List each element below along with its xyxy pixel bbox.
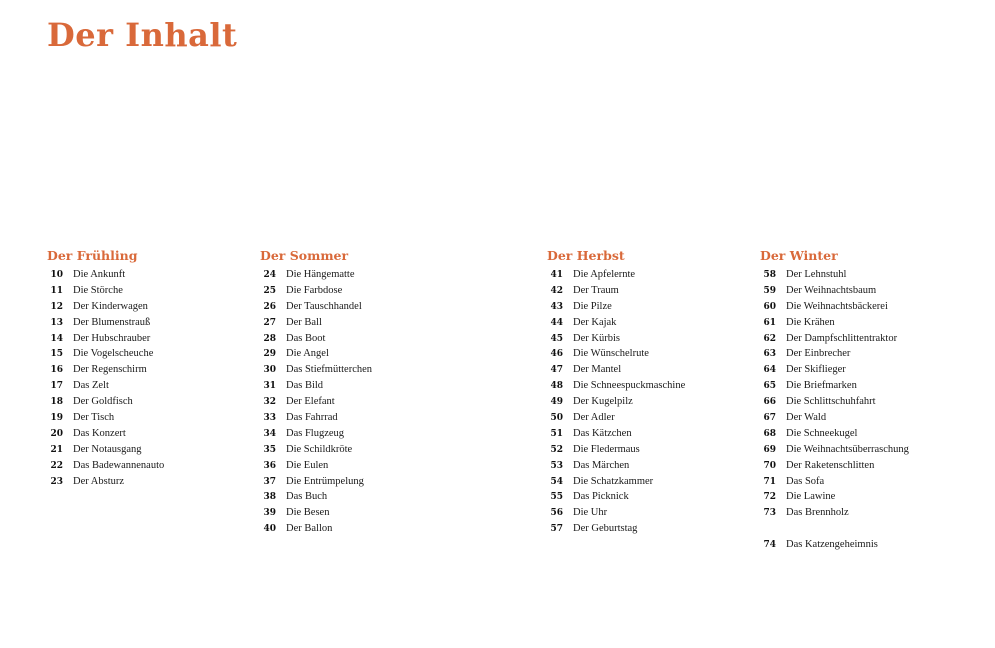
- page-number: 69: [763, 444, 776, 455]
- chapter-title: Die Ankunft: [73, 269, 126, 280]
- page-number: 67: [763, 413, 776, 424]
- chapter-title: Das Kätzchen: [573, 427, 632, 439]
- chapter-title: Das Märchen: [573, 459, 630, 471]
- toc-entry: [547, 331, 685, 347]
- toc-entry: [547, 458, 685, 474]
- toc-entry: [547, 299, 685, 315]
- page-number: 10: [50, 270, 63, 280]
- toc-entry: [760, 426, 909, 442]
- toc-list-sommer: [260, 267, 372, 537]
- toc-entry: [260, 378, 372, 394]
- chapter-title: Die Schneespuckmaschine: [573, 380, 686, 392]
- chapter-title: Der Ballon: [286, 523, 333, 535]
- chapter-title: Das Flugzeug: [286, 427, 345, 439]
- section-winter: [760, 247, 909, 553]
- toc-entry: [547, 315, 685, 331]
- toc-entry: [760, 442, 909, 458]
- chapter-title: Die Entrümpelung: [286, 475, 364, 487]
- chapter-title: Die Wünschelrute: [573, 348, 649, 360]
- page-number: 42: [550, 285, 563, 296]
- chapter-title: Der Notausgang: [73, 443, 142, 455]
- section-title-sommer: Der Sommer: [260, 248, 349, 263]
- page-number: 49: [550, 397, 563, 408]
- toc-entry: [760, 346, 909, 362]
- page-number: 63: [763, 349, 776, 360]
- chapter-title: Die Uhr: [573, 507, 608, 519]
- toc-entry: [260, 267, 372, 283]
- chapter-title: Die Farbdose: [286, 284, 343, 296]
- chapter-title: Der Kinderwagen: [73, 300, 148, 312]
- page-number: 16: [50, 365, 63, 376]
- chapter-title: Die Schatzkammer: [573, 475, 654, 487]
- chapter-title: Das Fahrrad: [286, 412, 338, 424]
- chapter-title: Der Elefant: [286, 396, 335, 408]
- page-number: 29: [263, 349, 276, 360]
- page-number: 46: [550, 349, 563, 360]
- chapter-title: Der Traum: [573, 284, 619, 296]
- chapter-title: Der Kajak: [573, 316, 617, 328]
- toc-list-herbst: [547, 267, 685, 537]
- toc-entry: [760, 378, 909, 394]
- chapter-title: Die Pilze: [573, 300, 612, 312]
- chapter-title: Der Kürbis: [573, 332, 620, 344]
- toc-entry: [260, 283, 372, 299]
- chapter-title: Der Blumenstrauß: [73, 316, 151, 328]
- page-number: 19: [50, 413, 63, 424]
- toc-entry: [47, 315, 164, 331]
- page-number: 73: [763, 508, 776, 519]
- toc-entry: [47, 331, 164, 347]
- chapter-title: Das Picknick: [573, 491, 629, 503]
- page-number: 56: [550, 508, 563, 519]
- chapter-title: Die Störche: [73, 284, 123, 296]
- toc-entry: [547, 283, 685, 299]
- toc-entry: [260, 410, 372, 426]
- toc-entry: [47, 362, 164, 378]
- chapter-title: Das Buch: [286, 491, 328, 503]
- chapter-title: Das Bild: [286, 380, 324, 392]
- page-number: 32: [263, 397, 276, 408]
- chapter-title: Das Konzert: [73, 427, 126, 439]
- toc-entry: [260, 315, 372, 331]
- page-number: 23: [50, 476, 63, 487]
- chapter-title: Der Hubschrauber: [73, 332, 151, 344]
- chapter-title: Der Goldfisch: [73, 396, 133, 408]
- toc-entry: [260, 474, 372, 490]
- chapter-title: Die Briefmarken: [786, 380, 857, 392]
- chapter-title: Der Geburtstag: [573, 523, 638, 535]
- page-number: 30: [263, 365, 276, 376]
- chapter-title: Die Besen: [286, 507, 330, 519]
- chapter-title: Das Brennholz: [786, 507, 849, 519]
- page-number: 12: [50, 301, 63, 312]
- toc-entry: [47, 346, 164, 362]
- chapter-title: Der Wald: [786, 412, 827, 424]
- page-number: 62: [763, 333, 776, 344]
- toc-entry: [47, 426, 164, 442]
- toc-entry: [547, 489, 685, 505]
- page-number: 44: [550, 317, 563, 328]
- chapter-title: Der Lehnstuhl: [786, 269, 847, 280]
- page-number: 31: [263, 381, 276, 392]
- chapter-title: Das Katzengeheimnis: [786, 539, 878, 551]
- page-number: 74: [763, 540, 776, 551]
- toc-entry: [47, 458, 164, 474]
- chapter-title: Der Weihnachtsbaum: [786, 284, 877, 296]
- toc-entry: [260, 331, 372, 347]
- section-title-herbst: Der Herbst: [547, 248, 625, 263]
- chapter-title: Die Weihnachtsbäckerei: [786, 300, 888, 312]
- chapter-title: Der Adler: [573, 412, 615, 424]
- toc-entry: [547, 362, 685, 378]
- page-number: 71: [763, 476, 776, 487]
- page-number: 64: [763, 365, 776, 376]
- toc-entry: [260, 394, 372, 410]
- chapter-title: Die Schildkröte: [286, 443, 353, 455]
- page-number: 35: [263, 444, 276, 455]
- toc-entry: [47, 283, 164, 299]
- page-number: 41: [550, 270, 563, 280]
- page-number: 51: [550, 428, 563, 439]
- page-number: 60: [763, 301, 776, 312]
- page-number: 47: [550, 365, 563, 376]
- chapter-title: Das Stiefmütterchen: [286, 364, 373, 376]
- section-title-fruehling: Der Frühling: [47, 248, 138, 263]
- chapter-title: Die Eulen: [286, 459, 329, 471]
- chapter-title: Die Angel: [286, 348, 329, 360]
- toc-list-winter: [760, 267, 909, 553]
- toc-entry: [760, 315, 909, 331]
- page-number: 18: [50, 397, 63, 408]
- toc-entry: [547, 394, 685, 410]
- page-number: 37: [263, 476, 276, 487]
- page-number: 40: [263, 524, 276, 535]
- toc-entry: [547, 267, 685, 283]
- chapter-title: Der Absturz: [73, 475, 125, 487]
- toc-entry: [760, 267, 909, 283]
- toc-entry: [760, 410, 909, 426]
- page-number: 52: [550, 444, 563, 455]
- page-number: 39: [263, 508, 276, 519]
- toc-entry: [760, 299, 909, 315]
- toc-entry: [760, 362, 909, 378]
- toc-entry: [260, 442, 372, 458]
- chapter-title: Die Weihnachtsüberraschung: [786, 443, 909, 455]
- page-number: 27: [263, 317, 276, 328]
- toc-entry: [760, 458, 909, 474]
- chapter-title: Das Boot: [286, 332, 326, 344]
- toc-list-fruehling: [47, 267, 164, 489]
- toc-entry: [47, 299, 164, 315]
- chapter-title: Die Schneekugel: [786, 427, 858, 439]
- chapter-title: Das Zelt: [73, 380, 109, 392]
- chapter-title: Das Badewannenauto: [73, 459, 165, 471]
- page-number: 15: [50, 349, 63, 360]
- page-number: 17: [50, 381, 63, 392]
- page-number: 50: [550, 413, 563, 424]
- toc-entry: [47, 267, 164, 283]
- chapter-title: Der Skiflieger: [786, 364, 846, 376]
- page-number: 33: [263, 413, 276, 424]
- chapter-title: Der Tisch: [73, 412, 115, 424]
- page-number: 59: [763, 285, 776, 296]
- chapter-title: Die Fledermaus: [573, 443, 640, 455]
- page-number: 38: [263, 492, 276, 503]
- chapter-title: Der Regenschirm: [73, 364, 147, 376]
- toc-entry: [547, 442, 685, 458]
- page-number: 54: [550, 476, 563, 487]
- page-number: 65: [763, 381, 776, 392]
- page-number: 22: [50, 460, 63, 471]
- toc-entry: [260, 362, 372, 378]
- toc-entry: [260, 521, 372, 537]
- page-number: 72: [763, 492, 776, 503]
- page-number: 66: [763, 397, 776, 408]
- toc-entry: [760, 537, 909, 553]
- toc-entry: [547, 474, 685, 490]
- toc-entry: [260, 489, 372, 505]
- page-number: 13: [50, 317, 63, 328]
- toc-entry: [547, 505, 685, 521]
- toc-entry: [760, 394, 909, 410]
- toc-entry: [47, 394, 164, 410]
- toc-entry: [260, 458, 372, 474]
- chapter-title: Die Lawine: [786, 491, 836, 503]
- toc-entry: [760, 331, 909, 347]
- toc-entry: [760, 505, 909, 521]
- toc-entry: [760, 489, 909, 505]
- chapter-title: Die Krähen: [786, 316, 835, 328]
- page-number: 53: [550, 460, 563, 471]
- page-number: 43: [550, 301, 563, 312]
- chapter-title: Die Apfelernte: [573, 269, 636, 280]
- section-fruehling: [47, 247, 164, 489]
- section-sommer: [260, 247, 372, 537]
- chapter-title: Der Mantel: [573, 364, 622, 376]
- toc-entry: [547, 426, 685, 442]
- page-number: 61: [763, 317, 776, 328]
- page-number: 25: [263, 285, 276, 296]
- chapter-title: Der Tauschhandel: [286, 300, 362, 312]
- page-number: 68: [763, 428, 776, 439]
- chapter-title: Der Raketenschlitten: [786, 459, 875, 471]
- toc-entry: [260, 346, 372, 362]
- page-number: 70: [763, 460, 776, 471]
- page-number: 26: [263, 301, 276, 312]
- page-number: 36: [263, 460, 276, 471]
- chapter-title: Der Einbrecher: [786, 348, 851, 360]
- chapter-title: Der Dampfschlittentraktor: [786, 332, 898, 344]
- page-number: 11: [50, 285, 63, 296]
- page-number: 57: [550, 524, 563, 535]
- page-title: Der Inhalt: [47, 16, 238, 54]
- page-number: 48: [550, 381, 563, 392]
- toc-entry: [547, 346, 685, 362]
- toc-entry: [260, 426, 372, 442]
- toc-entry: [47, 474, 164, 490]
- chapter-title: Das Sofa: [786, 475, 825, 487]
- page-number: 20: [50, 428, 63, 439]
- toc-entry: [760, 474, 909, 490]
- page-number: 58: [763, 270, 776, 280]
- toc-entry: [547, 378, 685, 394]
- page-number: 34: [263, 428, 276, 439]
- toc-entry: [260, 299, 372, 315]
- page-number: 45: [550, 333, 563, 344]
- toc-entry: [547, 410, 685, 426]
- chapter-title: Die Vogelscheuche: [73, 348, 154, 360]
- page-number: 28: [263, 333, 276, 344]
- chapter-title: Der Ball: [286, 316, 322, 328]
- toc-entry: [547, 521, 685, 537]
- page-number: 24: [263, 270, 276, 280]
- chapter-title: Der Kugelpilz: [573, 396, 633, 408]
- section-title-winter: Der Winter: [760, 248, 838, 263]
- toc-entry: [47, 442, 164, 458]
- chapter-title: Die Hängematte: [286, 269, 355, 280]
- page-number: 55: [550, 492, 563, 503]
- toc-entry: [760, 283, 909, 299]
- toc-entry: [260, 505, 372, 521]
- toc-entry: [47, 410, 164, 426]
- section-herbst: [547, 247, 685, 537]
- page-number: 14: [50, 333, 63, 344]
- chapter-title: Die Schlittschuhfahrt: [786, 396, 876, 408]
- toc-entry: [47, 378, 164, 394]
- page-number: 21: [50, 444, 63, 455]
